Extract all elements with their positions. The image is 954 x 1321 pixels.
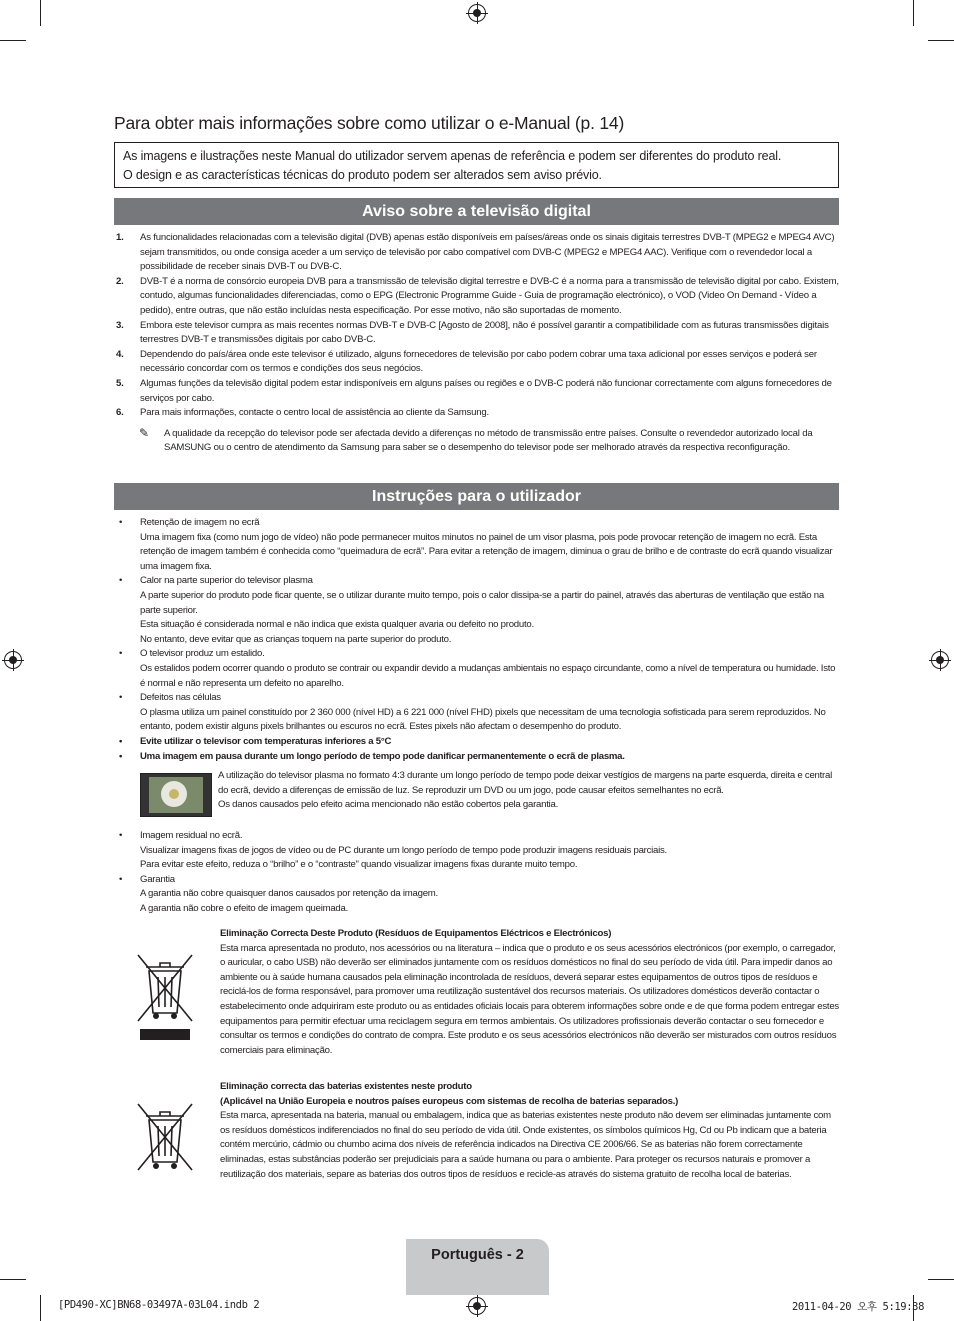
crop-mark <box>928 1279 954 1280</box>
print-slug-date: 2011-04-20 오후 5:19:38 <box>792 1301 924 1313</box>
bullet-text: A parte superior do produto pode ficar quente, se o utilizar durante muito tempo, pois o calor dissipa-se a partir do painel, através das aberturas de ventilação que estão na parte superior. Esta situação é considerada normal e não indica que exista qualquer avaria ou defeito no produto. No entanto, deve evitar que as crianças toquem na parte superior do produto. <box>140 589 824 645</box>
section-heading-digital-tv: Aviso sobre a televisão digital <box>114 198 839 225</box>
item-text: DVB-T é a norma de consórcio europeia DVB para a transmissão de televisão digital terrestre e DVB-C é a norma para a transmissão de televisão digital por cabo. Existem, contudo, algumas funcionalidades diferenciadas, como o EPG (Electronic Programme Guide - Guia de programação electrónico), o VOD (Video On Demand - Vídeo a pedido), entre outras, que não estão incluídas nesta especificação. Por esse motivo, não são suportadas de momento. <box>140 275 839 316</box>
plasma-screen-image <box>140 773 212 817</box>
digital-tv-notice-list <box>114 231 839 456</box>
item-number: 4. <box>116 348 124 360</box>
registration-mark-icon <box>468 4 486 22</box>
crossed-bin-weee-icon <box>134 949 196 1045</box>
disclaimer-box <box>114 142 839 188</box>
bullet-header: • O televisor produz um estalido. <box>140 648 265 660</box>
battery-text: Esta marca, apresentada na bateria, manual ou embalagem, indica que as baterias existentes neste produto não devem ser eliminadas juntamente com os resíduos domésticos indiferenciados no final do seu período de vida útil. Onde existentes, os símbolos químicos Hg, Cd ou Pb indicam que a bateria contém mercúrio, cádmio ou chumbo acima dos níveis de referência indicados na Directiva CE 2006/66. Se as baterias não forem correctamente eliminadas, estas substâncias poderão ser prejudiciais para a saúde humana ou para o ambiente. Para proteger os recursos naturais e promover a reutilização dos materiais, separe as baterias dos outros tipos de resíduos e recicle-as através do sistema gratuito de recolha local de baterias. <box>220 1110 831 1180</box>
bullet-text: Evite utilizar o televisor com temperaturas inferiores a 5°C <box>140 735 392 747</box>
item-number: 1. <box>116 232 124 243</box>
plasma-text: A utilização do televisor plasma no formato 4:3 durante um longo período de tempo pode deixar vestígios de margens na parte esquerda, direita e central do ecrã, devido a diferenças de emissão de luz. Se reproduzir um DVD ou um jogo, pode causar efeitos semelhantes no ecrã. <box>218 770 832 796</box>
list-item <box>114 231 839 275</box>
bullet-item <box>114 750 839 765</box>
item-text: Dependendo do país/área onde este televisor é utilizado, alguns fornecedores de televisão por cabo podem cobrar uma taxa adicional por esses serviços e poderá ser necessário concordar com os termos e condições dos seus negócios. <box>140 348 817 375</box>
list-item <box>114 406 839 421</box>
bullet-text: O plasma utiliza um painel constituído por 2 360 000 (nível HD) a 6 221 000 (nível FHD) pixels que necessitam de uma tecnologia sofisticada para serem reproduzidos. No entanto, podem existir alguns pixels brilhantes ou escuros no ecrã. Estes pixels não afectam o desempenho do produto. <box>140 706 826 733</box>
bullet-header: • Imagem residual no ecrã. <box>140 830 243 842</box>
item-number: 6. <box>116 407 124 419</box>
item-number: 2. <box>116 275 124 287</box>
registration-mark-icon <box>931 651 949 669</box>
bullet-item <box>114 735 839 750</box>
page-title: Para obter mais informações sobre como utilizar o e-Manual (p. 14) <box>114 113 625 133</box>
registration-mark-icon <box>4 651 22 669</box>
item-text: Para mais informações, contacte o centro local de assistência ao cliente da Samsung. <box>140 407 490 419</box>
disclaimer-line: As imagens e ilustrações neste Manual do utilizador servem apenas de referência e podem ser diferentes do produto real. <box>123 149 782 163</box>
bullet-item <box>114 829 839 873</box>
bullet-item <box>114 647 839 691</box>
plasma-warning <box>114 769 839 825</box>
list-item <box>114 319 839 348</box>
item-text: Embora este televisor cumpra as mais recentes normas DVB-T e DVB-C [Agosto de 2008], não é possível garantir a compatibilidade com as futuras transmissões digitais terrestres DVB-T e transmissões digitais por cabo DVB-C. <box>140 319 829 346</box>
list-item <box>114 348 839 377</box>
crop-mark <box>0 40 26 41</box>
list-item <box>114 275 839 319</box>
weee-disposal-section <box>114 927 839 1058</box>
pencil-note-icon: ✎ <box>139 425 149 440</box>
bullet-text: Visualizar imagens fixas de jogos de vídeo ou de PC durante um longo período de tempo pode produzir imagens residuais parciais. Para evitar este efeito, reduza o “brilho” e o “contraste” quando visualizar imagens fixas durante muito tempo. <box>140 844 667 871</box>
crop-mark <box>913 0 914 26</box>
bullet-item <box>114 574 839 647</box>
bullet-text: A garantia não cobre quaisquer danos causados por retenção da imagem. A garantia não cobre o efeito de imagem queimada. <box>140 888 438 915</box>
bullet-text: Uma imagem fixa (como num jogo de vídeo) não pode permanecer muitos minutos no painel de um visor plasma, pois pode provocar retenção de imagem no ecrã. Esta retenção de imagem também é conhecida como “queimadura de ecrã”. Para evitar a retenção de imagem, diminua o grau de brilho e de contraste do ecrã quando visualizar uma imagem fixa. <box>140 531 833 572</box>
registration-mark-icon <box>468 1297 486 1315</box>
item-text: As funcionalidades relacionadas com a televisão digital (DVB) apenas estão disponíveis em países/áreas onde os sinais digitais terrestres DVB-T (MPEG2 e MPEG4 AVC) sejam transmitidos, ou onde consiga aceder a um serviço de televisão por cabo compatível com DVB-C (MPEG2 e MPEG4 AAC). Verifique com o revendedor local a possibilidade de receber sinais DVB-T ou DVB-C. <box>140 232 835 273</box>
disclaimer-line: O design e as características técnicas do produto podem ser alterados sem aviso prévio. <box>123 168 602 182</box>
reception-note <box>114 427 839 456</box>
weee-text: Esta marca apresentada no produto, nos acessórios ou na literatura – indica que o produto e os seus acessórios electrónicos (por exemplo, o carregador, o auricular, o cabo USB) não deverão ser eliminados juntamente com os resíduos domésticos no final do seu período de vida útil. Para impedir danos ao ambiente ou à saúde humana causados pela eliminação incontrolada de resíduos, deverá separar estes equipamentos de outros tipos de resíduos e reciclá-los de forma responsável, para promover uma reutilização sustentável dos recursos materiais. Os utilizadores domésticos deverão contactar o estabelecimento onde adquiriram este produto ou as entidades oficiais locais para obterem informações sobre onde e de que forma podem entregar estes equipamentos para permitir efectuar uma reciclagem segura em termos ambientais. Os utilizadores profissionais deverão contactar o seu fornecedor e consultar os termos e condições do contrato de compra. Este produto e os seus acessórios electrónicos não deverão ser misturados com outros resíduos comerciais para eliminação. <box>220 942 839 1056</box>
item-text: Algumas funções da televisão digital podem estar indisponíveis em alguns países ou regiões e o DVB-C poderá não funcionar correctamente com alguns fornecedores de serviços por cabo. <box>140 377 832 404</box>
bullet-text: Uma imagem em pausa durante um longo período de tempo pode danificar permanentemente o ecrã de plasma. <box>140 750 625 762</box>
bullet-header: • Garantia <box>140 873 175 885</box>
bullet-item <box>114 516 839 574</box>
crossed-bin-battery-icon <box>134 1100 196 1176</box>
section-heading-user-instructions: Instruções para o utilizador <box>114 483 839 510</box>
crop-mark <box>40 1295 41 1321</box>
battery-subtitle: (Aplicável na União Europeia e noutros países europeus com sistemas de recolha de baterias separados.) <box>220 1095 679 1107</box>
item-number: 3. <box>116 319 124 331</box>
crop-mark <box>40 0 41 26</box>
bullet-header: • Defeitos nas células <box>140 692 221 704</box>
bullet-item <box>114 691 839 735</box>
crop-mark <box>0 1279 26 1280</box>
flower-image <box>161 781 187 807</box>
battery-title: Eliminação correcta das baterias existentes neste produto <box>220 1081 472 1092</box>
battery-disposal-section <box>114 1080 839 1182</box>
note-text: A qualidade da recepção do televisor pode ser afectada devido a diferenças no método de transmissão entre países. Consulte o revendedor autorizado local da SAMSUNG ou o centro de atendimento da Samsung para saber se o desempenho do televisor pode ser melhorado através da respectiva reconfiguração. <box>164 427 813 454</box>
crop-mark <box>928 40 954 41</box>
weee-title: Eliminação Correcta Deste Produto (Resíduos de Equipamentos Eléctricos e Electrónicos) <box>220 928 612 939</box>
page-number-tab: Português - 2 <box>406 1239 549 1295</box>
bullet-header: • Retenção de imagem no ecrã <box>140 517 260 528</box>
bullet-header: • Calor na parte superior do televisor plasma <box>140 575 313 587</box>
user-instructions-list <box>114 516 839 917</box>
list-item <box>114 377 839 406</box>
bullet-item <box>114 873 839 917</box>
plasma-text: Os danos causados pelo efeito acima mencionado não estão cobertos pela garantia. <box>218 799 558 811</box>
item-number: 5. <box>116 377 124 389</box>
bullet-text: Os estalidos podem ocorrer quando o produto se contrair ou expandir devido a mudanças ambientais no espaço circundante, como a nível de temperatura ou humidade. Isto é normal e não representa um defeito no aparelho. <box>140 662 836 689</box>
print-slug-file: [PD490-XC]BN68-03497A-03L04.indb 2 <box>58 1299 260 1311</box>
